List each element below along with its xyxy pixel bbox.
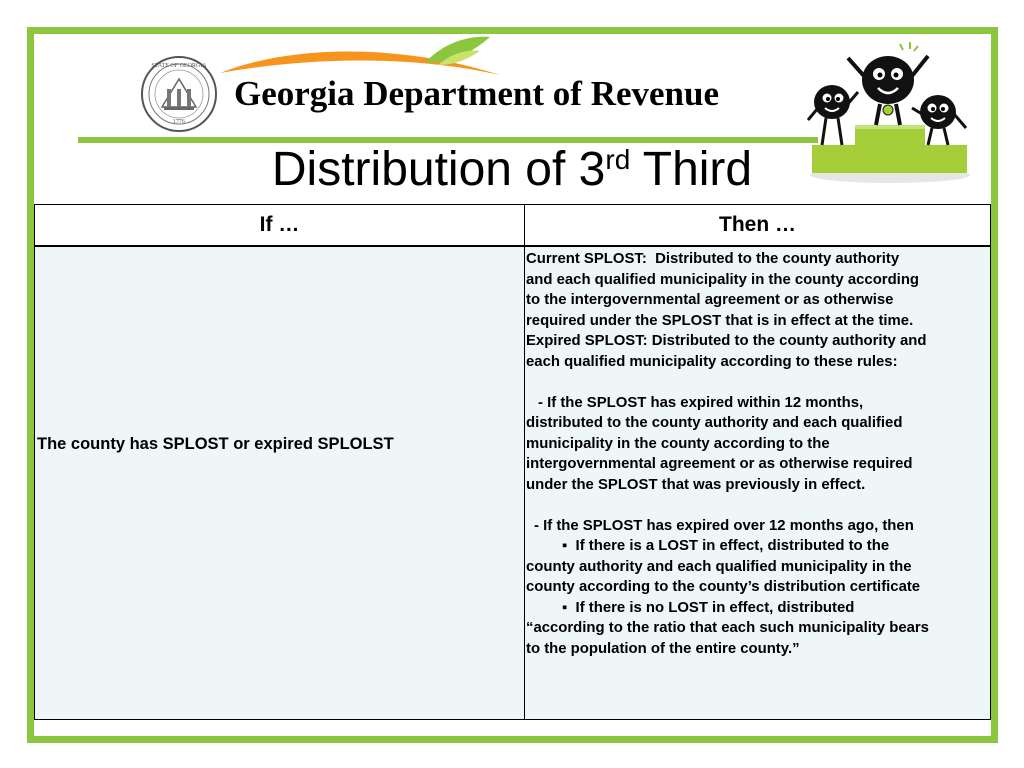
organization-title: Georgia Department of Revenue xyxy=(234,74,720,113)
then-line: to the population of the entire county.” xyxy=(526,640,800,657)
then-line: “according to the ratio that each such municipality bears xyxy=(526,620,929,636)
seal-text: STATE OF GEORGIA xyxy=(151,63,207,69)
distribution-table xyxy=(34,204,991,720)
then-line: - If the SPLOST has expired over 12 months ago, then xyxy=(534,517,914,534)
then-line: Expired SPLOST: Distributed to the county authority and xyxy=(526,333,927,349)
paragraph-gap xyxy=(526,495,990,516)
then-line: each qualified municipality according to these rules: xyxy=(526,353,898,370)
bullet-item: ▪ If there is a LOST in effect, distributed to the xyxy=(562,538,890,554)
seal-year: 1776 xyxy=(173,119,185,125)
then-line: county according to the county’s distribution certificate xyxy=(526,579,921,595)
then-line: and each qualified municipality in the county according xyxy=(526,271,920,288)
then-line: Current SPLOST: Distributed to the county authority xyxy=(526,251,900,267)
then-line: municipality in the county according to the xyxy=(526,435,830,452)
slide-title-main: Distribution of 3 xyxy=(271,143,606,196)
paragraph-gap xyxy=(526,372,990,393)
then-line: intergovernmental agreement or as otherwise required xyxy=(526,456,913,472)
then-result-cell xyxy=(526,249,990,659)
then-line: to the intergovernmental agreement or as otherwise xyxy=(526,292,894,308)
then-line: county authority and each qualified municipality in the xyxy=(526,558,912,575)
slide-title xyxy=(0,142,1024,197)
then-line: under the SPLOST that was previously in effect. xyxy=(526,476,866,493)
table-header-row xyxy=(35,205,990,247)
slide-title-end: Third xyxy=(630,143,753,196)
column-divider xyxy=(524,205,525,719)
then-line: distributed to the county authority and each qualified xyxy=(526,415,903,431)
if-condition-cell: The county has SPLOST or expired SPLOLST xyxy=(37,435,394,453)
slide-title-superscript: rd xyxy=(605,144,631,175)
then-line: - If the SPLOST has expired within 12 months, xyxy=(538,394,864,411)
header-then: Then … xyxy=(719,213,796,236)
then-line: required under the SPLOST that is in effect at the time. xyxy=(526,312,914,329)
bullet-item: ▪ If there is no LOST in effect, distributed xyxy=(562,599,855,616)
header-if: If … xyxy=(259,213,300,236)
